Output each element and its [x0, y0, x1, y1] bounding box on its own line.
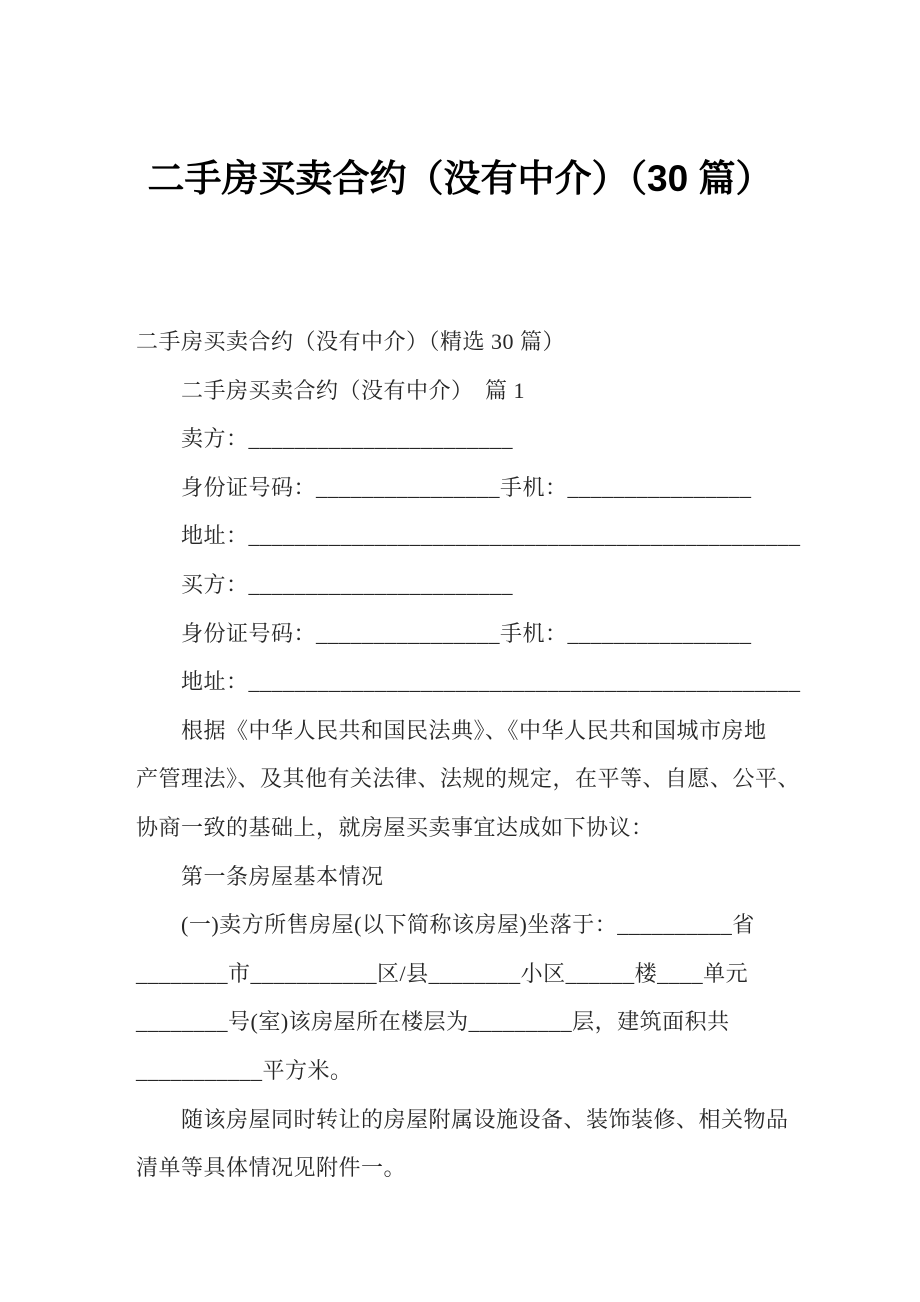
document-line-address-blank: 地址：________________________________________________ — [136, 669, 801, 695]
document-line-seller-blank: 卖方：_______________________ — [136, 426, 514, 452]
document-line: 清单等具体情况见附件一。 — [136, 1155, 407, 1181]
document-line-location-blank: ________号(室)该房屋所在楼层为_________层，建筑面积共 — [136, 1009, 730, 1035]
document-line: 产管理法》、及其他有关法律、法规的规定，在平等、自愿、公平、 — [136, 766, 801, 792]
document-line-clause-heading: 第一条房屋基本情况 — [136, 863, 384, 889]
document-line: 协商一致的基础上，就房屋买卖事宜达成如下协议： — [136, 814, 654, 840]
document-line-location-blank: ________市___________区/县________小区______楼____单元 — [136, 960, 749, 986]
document-line-address-blank: 地址：________________________________________________ — [136, 523, 801, 549]
document-line: 二手房买卖合约（没有中介） 篇 1 — [136, 377, 526, 403]
document-line: 二手房买卖合约（没有中介）（精选 30 篇） — [136, 329, 566, 354]
document-line: 随该房屋同时转让的房屋附属设施设备、装饰装修、相关物品 — [136, 1106, 789, 1132]
document-title: 二手房买卖合约（没有中介）（30 篇） — [147, 158, 773, 199]
document-line-area-blank: ___________平方米。 — [136, 1057, 353, 1083]
document-line-id-phone-blank: 身份证号码：________________手机：________________ — [136, 620, 752, 646]
document-line: 根据《中华人民共和国民法典》、《中华人民共和国城市房地 — [136, 717, 767, 743]
document-line-location-blank: (一)卖方所售房屋(以下简称该房屋)坐落于：__________省 — [136, 912, 755, 938]
document-body — [0, 318, 920, 1193]
document-line-buyer-blank: 买方：_______________________ — [136, 571, 514, 597]
document-line-id-phone-blank: 身份证号码：________________手机：________________ — [136, 474, 752, 500]
